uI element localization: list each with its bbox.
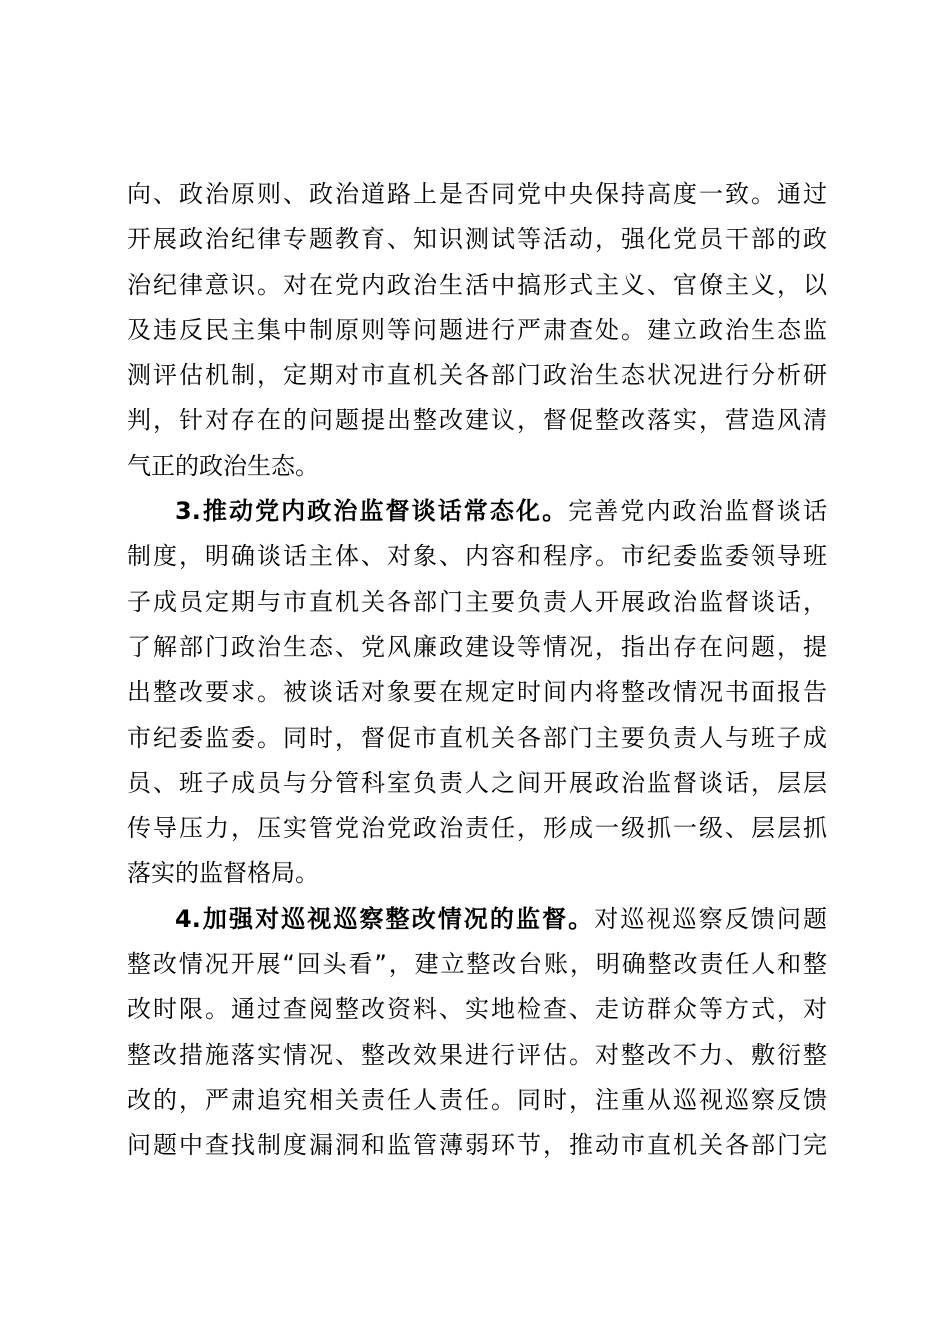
line-text: 落实的监督格局。 xyxy=(127,859,319,888)
section-heading-line xyxy=(127,897,827,942)
line-text: 判，针对存在的问题提出整改建议，督促整改落实，营造风清 xyxy=(127,406,827,435)
line-text: 改的，严肃追究相关责任人责任。同时，注重从巡视巡察反馈 xyxy=(127,1085,827,1114)
line-text: 整改措施落实情况、整改效果进行评估。对整改不力、敷衍整 xyxy=(127,1040,827,1069)
line-text: 改时限。通过查阅整改资料、实地检查、走访群众等方式，对 xyxy=(127,995,827,1024)
text-line xyxy=(127,942,827,987)
line-text: 整改情况开展“回头看”，建立整改台账，明确整改责任人和整 xyxy=(127,950,827,979)
line-text: 出整改要求。被谈话对象要在规定时间内将整改情况书面报告 xyxy=(127,678,827,707)
text-line xyxy=(127,263,827,308)
line-text: 子成员定期与市直机关各部门主要负责人开展政治监督谈话， xyxy=(127,587,827,616)
text-line xyxy=(127,1033,827,1078)
text-line xyxy=(127,625,827,670)
line-text: 市纪委监委。同时，督促市直机关各部门主要负责人与班子成 xyxy=(127,723,827,752)
line-text: 治纪律意识。对在党内政治生活中搞形式主义、官僚主义，以 xyxy=(127,270,827,299)
line-text: 传导压力，压实管党治党政治责任，形成一级抓一级、层层抓 xyxy=(127,814,827,843)
text-line xyxy=(127,1123,827,1168)
line-text: 完善党内政治监督谈话 xyxy=(568,497,828,526)
text-line xyxy=(127,172,827,217)
text-line xyxy=(127,716,827,761)
section-heading: 4.加强对巡视巡察整改情况的监督。 xyxy=(175,904,595,933)
line-text: 对巡视巡察反馈问题 xyxy=(594,904,827,933)
heading-line-content xyxy=(175,897,827,942)
section-heading-line xyxy=(127,489,827,534)
line-text: 制度，明确谈话主体、对象、内容和程序。市纪委监委领导班 xyxy=(127,542,827,571)
text-line xyxy=(127,353,827,398)
text-line xyxy=(127,851,827,896)
line-text: 测评估机制，定期对市直机关各部门政治生态状况进行分析研 xyxy=(127,361,827,390)
text-line xyxy=(127,761,827,806)
line-text: 问题中查找制度漏洞和监管薄弱环节，推动市直机关各部门完 xyxy=(127,1131,827,1160)
text-line xyxy=(127,534,827,579)
text-line xyxy=(127,806,827,851)
text-line xyxy=(127,444,827,489)
line-text: 了解部门政治生态、党风廉政建设等情况，指出存在问题，提 xyxy=(127,632,827,661)
line-text: 气正的政治生态。 xyxy=(127,451,319,480)
text-line xyxy=(127,670,827,715)
line-text: 及违反民主集中制原则等问题进行严肃查处。建立政治生态监 xyxy=(127,315,827,344)
text-line xyxy=(127,398,827,443)
text-line xyxy=(127,1078,827,1123)
line-text: 向、政治原则、政治道路上是否同党中央保持高度一致。通过 xyxy=(127,180,827,208)
document-body xyxy=(127,172,827,1169)
line-text: 开展政治纪律专题教育、知识测试等活动，强化党员干部的政 xyxy=(127,225,827,254)
text-line xyxy=(127,987,827,1032)
text-line xyxy=(127,580,827,625)
text-line xyxy=(127,217,827,262)
heading-line-content xyxy=(175,489,827,534)
text-line xyxy=(127,308,827,353)
line-text: 员、班子成员与分管科室负责人之间开展政治监督谈话，层层 xyxy=(127,768,827,797)
section-heading: 3.推动党内政治监督谈话常态化。 xyxy=(175,497,569,526)
